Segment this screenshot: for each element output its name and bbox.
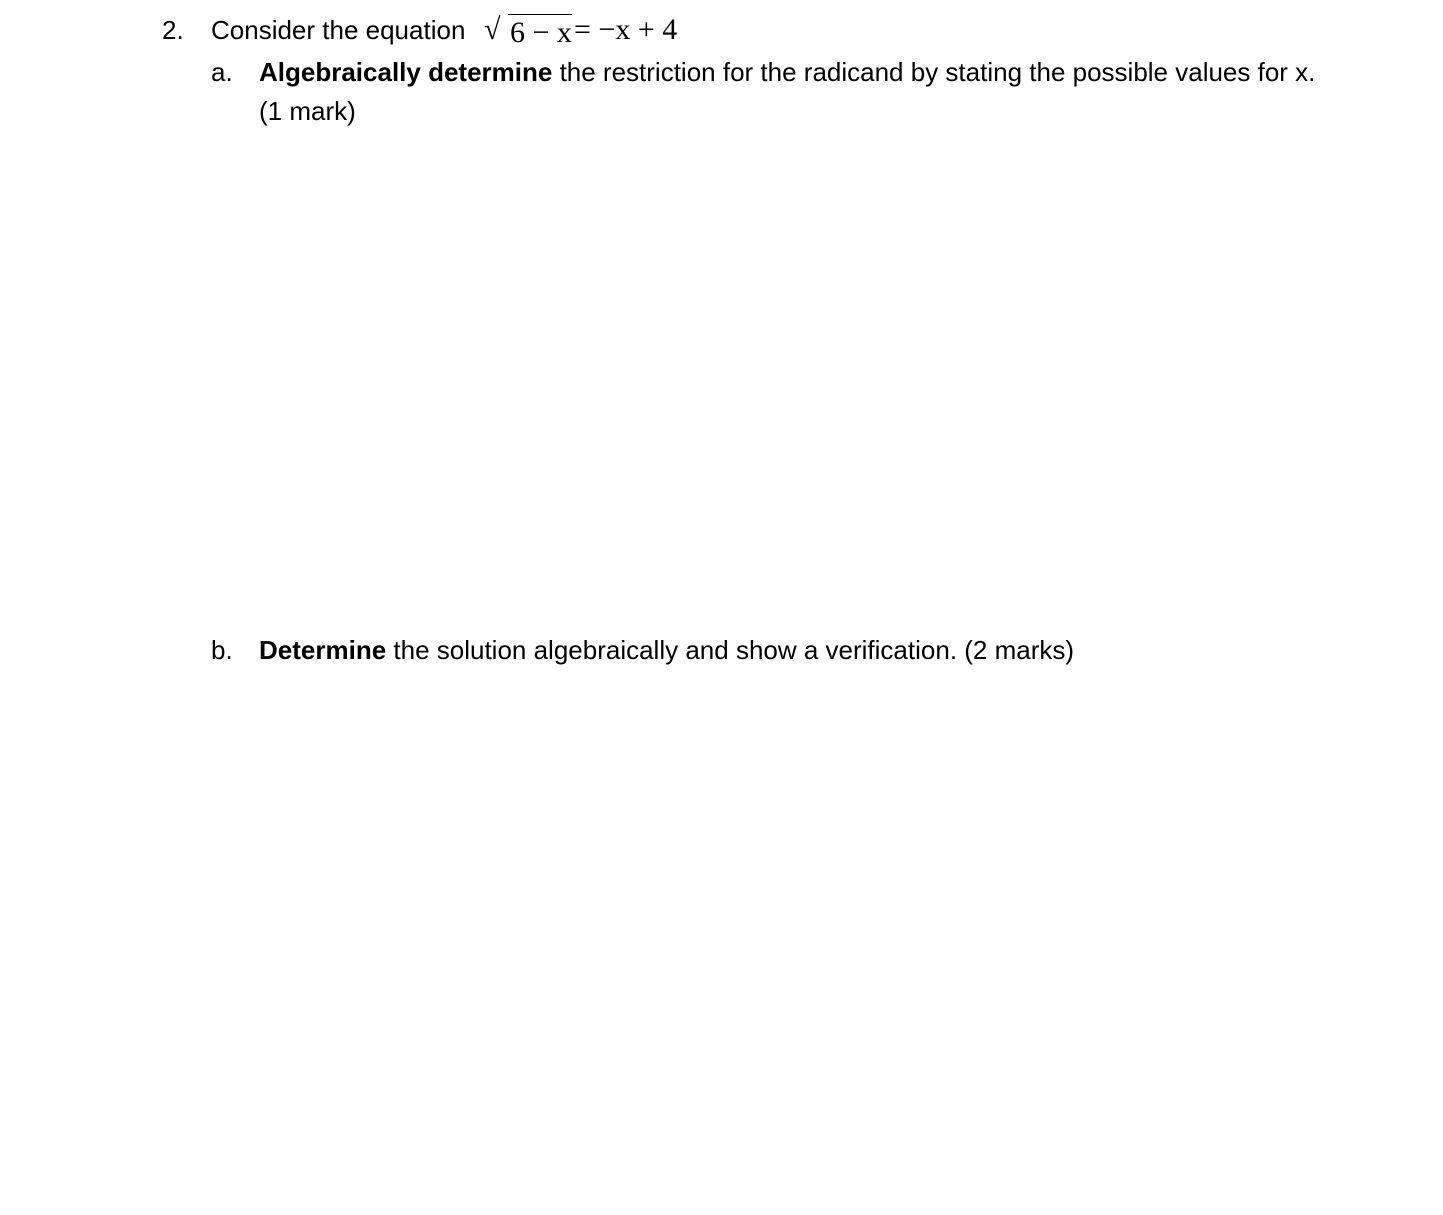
part-b-rest: the solution algebraically and show a verification. (2 marks): [386, 635, 1075, 665]
part-a-bold-lead: Algebraically determine: [259, 57, 553, 87]
part-b-text: [259, 634, 1074, 666]
part-a-letter: a.: [211, 57, 233, 87]
part-a-marks: (1 mark): [259, 96, 356, 126]
radicand: 6 − x: [510, 16, 572, 49]
question-number: 2.: [162, 15, 184, 45]
part-a-text: [259, 56, 1315, 88]
equation-rhs: = −x + 4: [574, 13, 678, 46]
radical-sign: √: [484, 13, 501, 46]
part-b-letter: b.: [211, 635, 233, 665]
part-b-bold-lead: Determine: [259, 635, 387, 665]
part-a-rest: the restriction for the radicand by stating the possible values for x.: [552, 57, 1316, 87]
question-intro: Consider the equation: [211, 15, 466, 45]
